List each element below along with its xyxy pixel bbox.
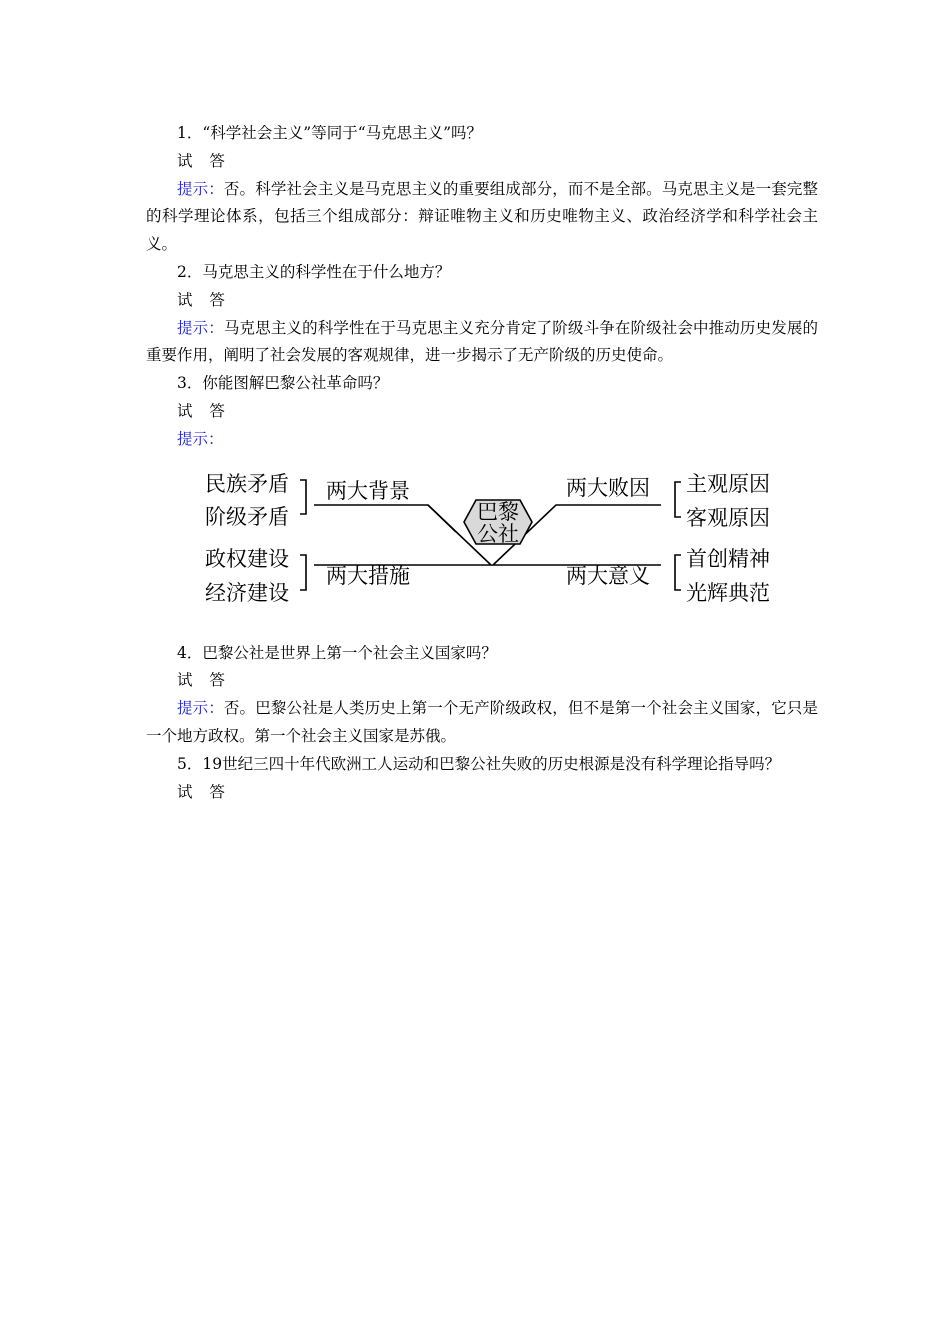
left-bottom-item-1: 政权建设 [205, 546, 289, 571]
hint-label-1: 提示： [177, 179, 224, 198]
right-bottom-label: 两大意义 [566, 563, 650, 588]
x-cross-a [428, 505, 456, 532]
answer-label-4: 试 答 [177, 671, 231, 690]
bracket-right-top [675, 482, 681, 517]
bracket-left-top [300, 480, 306, 514]
hint-2 [146, 315, 818, 371]
hint-1 [146, 176, 818, 259]
question-5: 5．19世纪三四十年代欧洲工人运动和巴黎公社失败的历史根源是没有科学理论指导吗？ [177, 754, 781, 773]
answer-label-2: 试 答 [177, 290, 231, 309]
question-4: 4．巴黎公社是世界上第一个社会主义国家吗？ [177, 643, 497, 662]
hint-label-4: 提示： [177, 699, 224, 718]
document-page [146, 120, 818, 806]
hint-4 [146, 695, 818, 751]
diagram-svg [146, 454, 818, 640]
left-top-item-2: 阶级矛盾 [205, 504, 289, 529]
center-label-1: 巴黎 [477, 499, 519, 524]
hint-label-3: 提示： [177, 429, 224, 448]
hint-text-1: 否。科学社会主义是马克思主义的重要组成部分，而不是全部。马克思主义是一套完整的科学理论体系，包括三个组成部分：辩证唯物主义和历史唯物主义、政治经济学和科学社会主义。 [146, 179, 818, 254]
question-1: 1．“科学社会主义”等同于“马克思主义”吗？ [177, 124, 483, 142]
right-top-item-1: 主观原因 [686, 471, 770, 496]
hint-label-2: 提示： [177, 318, 224, 337]
paris-commune-diagram [146, 454, 818, 640]
left-bottom-label: 两大措施 [326, 563, 410, 588]
answer-label-3: 试 答 [177, 401, 231, 420]
answer-label-1: 试 答 [177, 151, 231, 170]
answer-label-5: 试 答 [177, 782, 231, 801]
question-2: 2．马克思主义的科学性在于什么地方？ [177, 262, 451, 281]
left-bottom-item-2: 经济建设 [205, 580, 289, 605]
left-top-label: 两大背景 [326, 478, 410, 503]
right-top-label: 两大败因 [566, 475, 650, 500]
bracket-left-bottom [300, 555, 306, 590]
right-top-item-2: 客观原因 [686, 505, 770, 530]
hint-text-4: 否。巴黎公社是人类历史上第一个无产阶级政权，但不是第一个社会主义国家，它只是一个地方政权。第一个社会主义国家是苏俄。 [146, 699, 818, 745]
hint-text-2: 马克思主义的科学性在于马克思主义充分肯定了阶级斗争在阶级社会中推动历史发展的重要作用，阐明了社会发展的客观规律，进一步揭示了无产阶级的历史使命。 [146, 318, 818, 365]
right-bottom-item-1: 首创精神 [686, 546, 770, 571]
bracket-right-bottom [675, 555, 681, 590]
hint-3 [146, 426, 818, 454]
left-top-item-1: 民族矛盾 [205, 471, 289, 496]
center-label-2: 公社 [477, 521, 519, 546]
x-line-left [314, 505, 491, 565]
question-3: 3．你能图解巴黎公社革命吗？ [177, 374, 389, 393]
right-bottom-item-2: 光辉典范 [686, 580, 770, 605]
